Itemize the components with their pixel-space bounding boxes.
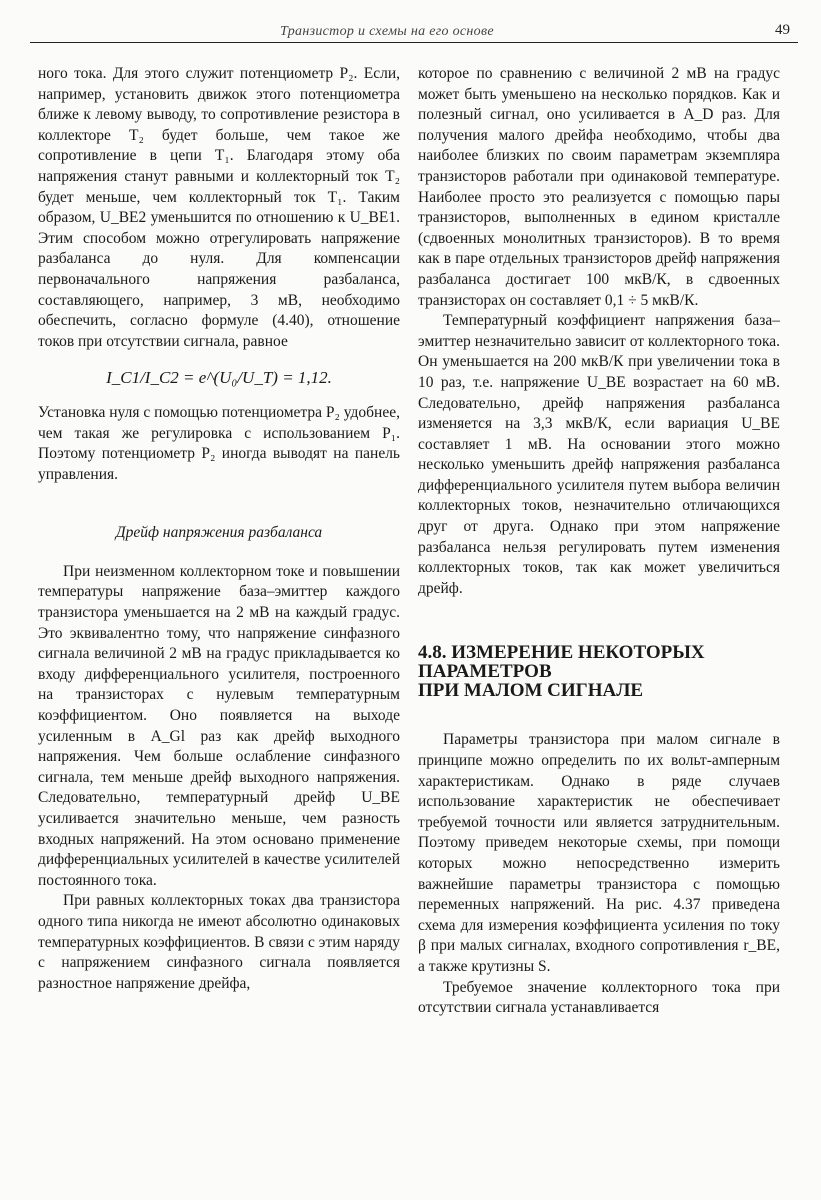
section-heading-line: 4.8. ИЗМЕРЕНИЕ НЕКОТОРЫХ xyxy=(418,642,705,664)
paragraph: которое по сравнению с величиной 2 мВ на градус может быть уменьшено на несколько порядков. Как и полезный сигнал, оно усиливается в A_D раз. Для получения малого дрейфа необходимо, чтобы два наиболее близких по своим параметрам экземпляра транзисторов работали при одинаковой температуре. Наиболее просто это реализуется с помощью пары транзисторов, выполненных в едином кристалле (сдвоенных монолитных транзисторов). В то время как в паре отдельных транзисторов дрейф напряжения разбаланса достигает 100 мкВ/К, в сдвоенных транзисторах он составляет 0,1 ÷ 5 мкВ/К. xyxy=(418,65,780,309)
page-number: 49 xyxy=(775,22,790,38)
paragraph: ного тока. Для этого служит потенциометр P₂. Если, например, установить движок этого потенциометра ближе к левому выводу, то сопротивление резистора в коллекторе T₂ будет больше, чем такое же сопротивление в цепи T₁. Благодаря этому оба напряжения станут равными и коллекторный ток T₂ будет меньше, чем коллекторный ток T₁. Таким образом, U_BE2 уменьшится по отношению к U_BE1. Этим способом можно отрегулировать напряжение разбаланса до нуля. Для компенсации первоначального напряжения разбаланса, составляющего, например, 3 мВ, необходимо обеспечить, согласно формуле (4.40), отношение токов при отсутствии сигнала, равное xyxy=(38,65,400,350)
running-header-title: Транзистор и схемы на его основе xyxy=(280,24,494,39)
running-header xyxy=(30,22,798,43)
paragraph: Температурный коэффициент напряжения база–эмиттер незначительно зависит от коллекторного тока. Он уменьшается на 200 мкВ/К при увеличении тока в 10 раз, т.е. напряжение U_BE возрастает на 60 мВ. Следовательно, дрейф напряжения разбаланса изменяется на 3,3 мкВ/К, если вариация U_BE составляет 1 мВ. На основании этого можно несколько уменьшить дрейф напряжения разбаланса дифференциального усилителя путем выбора величин коллекторных токов, незначительно отличающихся друг от друга. Однако при этом напряжение разбаланса нельзя регулировать путем изменения коллекторных токов, так как может увеличиться дрейф. xyxy=(418,312,780,597)
section-heading-line: ПРИ МАЛОМ СИГНАЛЕ xyxy=(418,680,644,702)
paragraph: Установка нуля с помощью потенциометра P₂ удобнее, чем такая же регулировка с использованием P₁. Поэтому потенциометр P₂ иногда выводят на панель управления. xyxy=(38,403,400,483)
paragraph: При равных коллекторных токах два транзистора одного типа никогда не имеют абсолютно одинаковых температурных коэффициентов. В связи с этим наряду с напряжением синфазного сигнала появляется разностное напряжение дрейфа, xyxy=(38,892,400,992)
subsection-heading: Дрейф напряжения разбаланса xyxy=(115,524,323,542)
formula: I_C1/I_C2 = e^(U₀/U_T) = 1,12. xyxy=(106,368,332,388)
paragraph: Требуемое значение коллекторного тока при отсутствии сигнала устанавливается xyxy=(418,978,780,1017)
right-column xyxy=(418,64,780,1019)
section-heading-line: ПАРАМЕТРОВ xyxy=(418,661,552,683)
left-column xyxy=(38,64,400,994)
paragraph: Параметры транзистора при малом сигнале в принципе можно определить по их вольт-амперным характеристикам. Однако в ряде случаев использование характеристик не обеспечивает требуемой точности или является затруднительным. Поэтому приведем некоторые схемы, при помощи которых можно непосредственно измерить важнейшие параметры транзистора с помощью переменных напряжений. На рис. 4.37 приведена схема для измерения коэффициента усиления по току β при малых сигналах, входного сопротивления r_BE, а также крутизны S. xyxy=(418,731,780,975)
paragraph: При неизменном коллекторном токе и повышении температуры напряжение база–эмиттер каждого транзистора уменьшается на 2 мВ на каждый градус. Это эквивалентно тому, что напряжение синфазного сигнала величиной 2 мВ на градус прикладывается ко входу дифференциального усилителя, построенного на транзисторах с нулевым температурным коэффициентом. Оно появляется на выходе усиленным в A_Gl раз как дрейф выходного напряжения. Чем больше ослабление синфазного сигнала, тем меньше дрейф выходного напряжения. Следовательно, температурный дрейф U_BE усиливается значительно меньше, чем разность входных напряжений. На этом основано применение дифференциальных усилителей в качестве усилителей постоянного тока. xyxy=(38,562,400,889)
section-heading xyxy=(418,643,780,700)
